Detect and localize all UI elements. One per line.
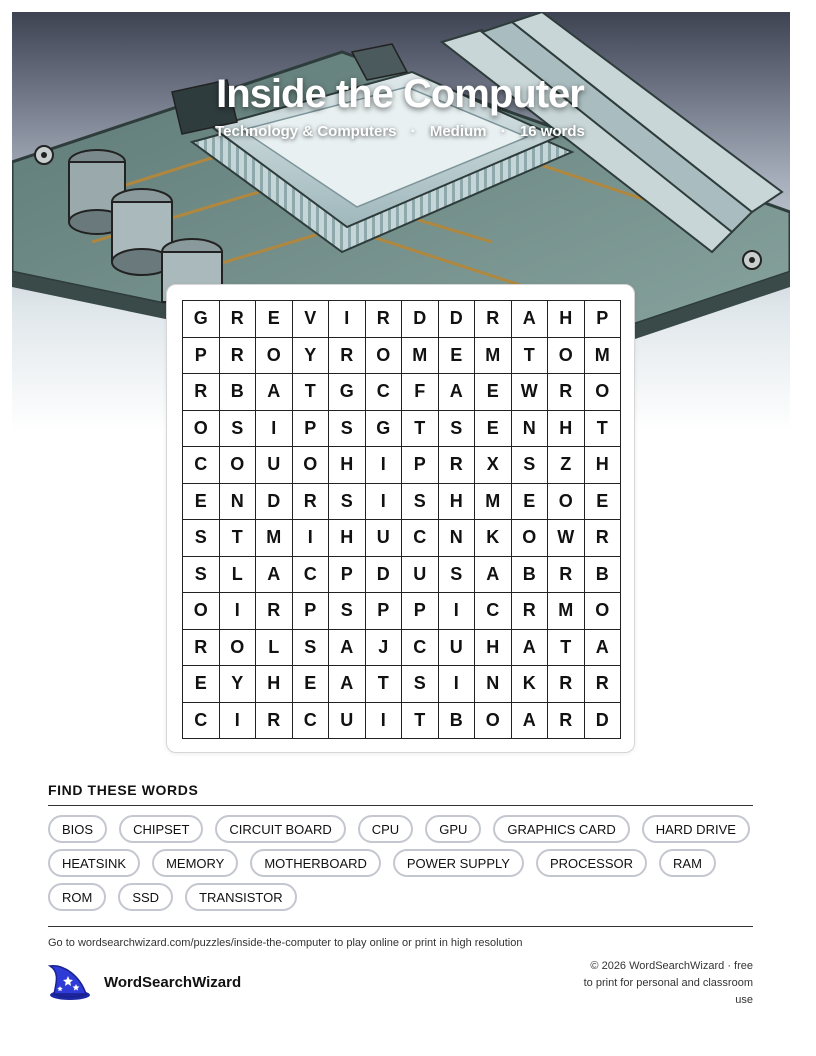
grid-cell: T [402,703,439,740]
grid-cell: U [329,703,366,740]
word-count-label: 16 words [519,123,585,140]
page-title: Inside the Computer [216,72,584,116]
grid-cell: M [256,520,293,557]
grid-cell: T [512,338,549,375]
grid-cell: I [256,411,293,448]
grid-cell: U [256,447,293,484]
grid-cell: R [256,703,293,740]
grid-cell: R [366,301,403,338]
grid-cell: C [402,520,439,557]
grid-cell: D [366,557,403,594]
grid-cell: P [329,557,366,594]
word-chip: GRAPHICS CARD [493,815,629,843]
grid-cell: C [293,703,330,740]
grid-cell: G [183,301,220,338]
grid-cell: T [366,666,403,703]
grid-cell: I [439,666,476,703]
grid-cell: T [220,520,257,557]
grid-cell: P [183,338,220,375]
grid-cell: O [548,338,585,375]
grid-cell: N [439,520,476,557]
grid-cell: M [475,338,512,375]
grid-cell: O [220,447,257,484]
grid-cell: P [293,593,330,630]
copyright-text: © 2026 WordSearchWizard · free to print for personal and classroom use [583,960,753,1006]
grid-cell: S [293,630,330,667]
word-chip: CPU [358,815,413,843]
grid-cell: E [585,484,622,521]
grid-cell: O [293,447,330,484]
grid-cell: O [585,593,622,630]
word-chip: MEMORY [152,849,238,877]
grid-cell: S [439,411,476,448]
grid-cell: A [329,666,366,703]
grid-cell: H [548,301,585,338]
grid-cell: W [512,374,549,411]
grid-cell: P [293,411,330,448]
grid-cell: K [475,520,512,557]
grid-cell: R [220,301,257,338]
word-chip: BIOS [48,815,107,843]
grid-cell: C [183,703,220,740]
grid-cell: O [256,338,293,375]
grid-cell: S [183,557,220,594]
grid-cell: I [293,520,330,557]
grid-cell: Y [293,338,330,375]
grid-cell: R [220,338,257,375]
category-label: Technology & Computers [215,123,397,140]
wizard-hat-icon [46,962,92,1002]
grid-cell: R [512,593,549,630]
grid-cell: A [256,557,293,594]
word-chip: HARD DRIVE [642,815,750,843]
grid-cell: S [512,447,549,484]
grid-cell: H [439,484,476,521]
grid-cell: N [512,411,549,448]
grid-cell: I [366,447,403,484]
divider [48,926,753,927]
grid-cell: M [402,338,439,375]
grid-cell: O [183,593,220,630]
grid-cell: D [439,301,476,338]
grid-cell: T [402,411,439,448]
letter-grid [182,300,621,739]
grid-cell: S [183,520,220,557]
grid-cell: H [548,411,585,448]
grid-cell: F [402,374,439,411]
grid-cell: W [548,520,585,557]
meta-separator: · [500,123,506,140]
word-chip: SSD [118,883,173,911]
grid-cell: M [475,484,512,521]
footer-url-text: Go to wordsearchwizard.com/puzzles/inside-the-computer to play online or print in high resolution [48,937,523,949]
divider [48,805,753,806]
grid-cell: P [585,301,622,338]
grid-cell: R [439,447,476,484]
grid-cell: R [475,301,512,338]
grid-cell: R [183,630,220,667]
grid-cell: N [475,666,512,703]
grid-cell: E [475,411,512,448]
grid-cell: H [475,630,512,667]
grid-cell: R [548,666,585,703]
grid-cell: R [256,593,293,630]
grid-cell: I [329,301,366,338]
grid-cell: X [475,447,512,484]
grid-cell: E [256,301,293,338]
grid-cell: O [585,374,622,411]
grid-cell: R [548,703,585,740]
grid-cell: A [512,301,549,338]
grid-cell: R [548,557,585,594]
grid-cell: E [439,338,476,375]
grid-cell: Y [220,666,257,703]
grid-cell: B [220,374,257,411]
grid-cell: N [220,484,257,521]
grid-cell: Z [548,447,585,484]
grid-cell: G [329,374,366,411]
word-chip: CIRCUIT BOARD [215,815,345,843]
grid-cell: I [220,703,257,740]
grid-cell: E [293,666,330,703]
puzzle-meta [0,123,800,140]
grid-cell: R [293,484,330,521]
grid-cell: M [585,338,622,375]
grid-cell: D [585,703,622,740]
grid-cell: T [585,411,622,448]
grid-cell: O [475,703,512,740]
brand-name: WordSearchWizard [104,973,242,991]
word-chip: RAM [659,849,716,877]
puzzle-card [166,284,635,753]
grid-cell: O [512,520,549,557]
grid-cell: I [366,484,403,521]
meta-separator: · [410,123,416,140]
word-chip: ROM [48,883,106,911]
grid-cell: R [329,338,366,375]
grid-cell: E [475,374,512,411]
grid-cell: S [402,666,439,703]
grid-cell: S [329,484,366,521]
grid-cell: D [256,484,293,521]
grid-cell: A [439,374,476,411]
grid-cell: K [512,666,549,703]
grid-cell: C [475,593,512,630]
grid-cell: U [402,557,439,594]
grid-cell: C [293,557,330,594]
grid-cell: S [439,557,476,594]
word-chip: TRANSISTOR [185,883,297,911]
grid-cell: T [293,374,330,411]
grid-cell: C [402,630,439,667]
grid-cell: R [548,374,585,411]
grid-cell: R [183,374,220,411]
grid-cell: E [183,484,220,521]
grid-cell: O [548,484,585,521]
grid-cell: C [366,374,403,411]
word-list [48,815,758,911]
grid-cell: O [183,411,220,448]
grid-cell: I [220,593,257,630]
grid-cell: B [585,557,622,594]
grid-cell: R [585,520,622,557]
grid-cell: H [329,447,366,484]
grid-cell: T [548,630,585,667]
grid-cell: A [512,630,549,667]
word-list-heading: FIND THESE WORDS [48,782,199,798]
grid-cell: A [329,630,366,667]
grid-cell: S [329,593,366,630]
grid-cell: P [402,593,439,630]
grid-cell: H [256,666,293,703]
grid-cell: U [439,630,476,667]
grid-cell: E [183,666,220,703]
difficulty-label: Medium [429,123,487,140]
word-chip: MOTHERBOARD [250,849,381,877]
grid-cell: I [366,703,403,740]
grid-cell: M [548,593,585,630]
grid-cell: S [329,411,366,448]
grid-cell: B [512,557,549,594]
grid-cell: A [256,374,293,411]
word-chip: CHIPSET [119,815,203,843]
grid-cell: C [183,447,220,484]
grid-cell: A [512,703,549,740]
grid-cell: O [220,630,257,667]
word-chip: PROCESSOR [536,849,647,877]
word-chip: POWER SUPPLY [393,849,524,877]
grid-cell: A [475,557,512,594]
grid-cell: P [366,593,403,630]
grid-cell: G [366,411,403,448]
grid-cell: J [366,630,403,667]
grid-cell: L [256,630,293,667]
grid-cell: A [585,630,622,667]
brand [46,962,241,1002]
grid-cell: B [439,703,476,740]
grid-cell: U [366,520,403,557]
grid-cell: H [585,447,622,484]
grid-cell: I [439,593,476,630]
grid-cell: L [220,557,257,594]
grid-cell: S [220,411,257,448]
grid-cell: R [585,666,622,703]
grid-cell: S [402,484,439,521]
grid-cell: D [402,301,439,338]
grid-cell: V [293,301,330,338]
grid-cell: O [366,338,403,375]
word-chip: HEATSINK [48,849,140,877]
word-chip: GPU [425,815,481,843]
grid-cell: H [329,520,366,557]
grid-cell: E [512,484,549,521]
grid-cell: P [402,447,439,484]
